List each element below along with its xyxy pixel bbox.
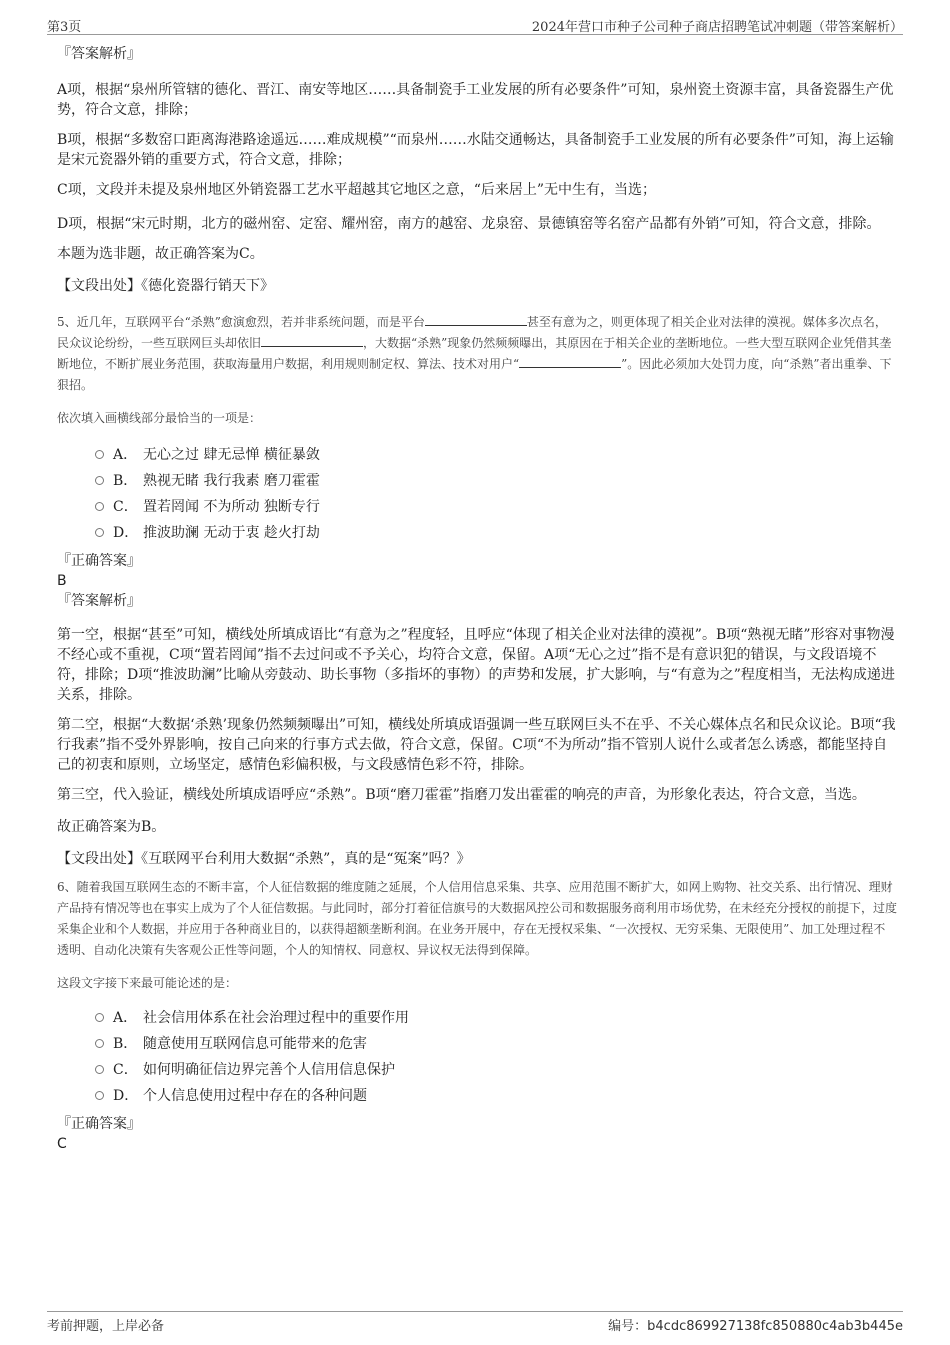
q5-stem-part4: ”。因此必须加大处罚力度，向“杀熟”者出重拳、下狠招。 <box>57 357 892 392</box>
option-letter: B． <box>113 1036 138 1052</box>
q5-answer: B <box>57 573 67 589</box>
option-letter: A． <box>113 447 138 463</box>
q5-option-a[interactable] <box>95 441 897 467</box>
option-text: 社会信用体系在社会治理过程中的重要作用 <box>143 1010 409 1026</box>
q5-answer-label: 『正确答案』 <box>57 553 141 569</box>
page-content <box>57 44 897 1154</box>
option-letter: C． <box>113 499 138 515</box>
page-header <box>47 14 903 35</box>
option-text: 熟视无睹 我行我素 磨刀霍霍 <box>143 473 320 489</box>
radio-icon[interactable] <box>95 476 104 485</box>
option-text: 置若罔闻 不为所动 独断专行 <box>143 499 320 515</box>
q5-source: 【文段出处】《互联网平台利用大数据“杀熟”，真的是“冤案”吗？》 <box>57 851 471 867</box>
page-number: 第3页 <box>47 20 82 35</box>
q5-stem-part1: 5、近几年，互联网平台“杀熟”愈演愈烈，若并非系统问题，而是平台 <box>57 315 425 329</box>
radio-icon[interactable] <box>95 1091 104 1100</box>
option-letter: C． <box>113 1062 138 1078</box>
radio-icon[interactable] <box>95 1013 104 1022</box>
radio-icon[interactable] <box>95 1039 104 1048</box>
q5-option-b[interactable] <box>95 467 897 493</box>
q5-stem-part2: 甚至有意为之，则更体现了相关企业对法律的漠视。媒体多次点名，民众议论纷纷，一些互联网巨头却依旧 <box>57 315 887 350</box>
q4-conclusion: 本题为选非题，故正确答案为C。 <box>57 246 264 262</box>
q5-options <box>95 441 897 545</box>
q6-options <box>95 1004 897 1108</box>
q5-blank-1 <box>425 314 527 326</box>
q4-analysis-c: C项，文段并未提及泉州地区外销瓷器工艺水平超越其它地区之意，“后来居上”无中生有，当选； <box>57 182 657 198</box>
option-letter: D． <box>113 525 139 541</box>
q5-option-d[interactable] <box>95 519 897 545</box>
option-text: 个人信息使用过程中存在的各种问题 <box>143 1088 367 1104</box>
option-text: 随意使用互联网信息可能带来的危害 <box>143 1036 367 1052</box>
radio-icon[interactable] <box>95 528 104 537</box>
option-letter: A． <box>113 1010 138 1026</box>
q6-question: 这段文字接下来最可能论述的是： <box>57 976 238 990</box>
q5-stem-part3: ，大数据“杀熟”现象仍然频频曝出，其原因在于相关企业的垄断地位。一些大型互联网企业凭借其垄断地位，不断扩展业务范围，获取海量用户数据，利用规则制定权、算法、技术对用户“ <box>57 336 892 371</box>
q6-option-a[interactable] <box>95 1004 897 1030</box>
option-letter: B． <box>113 473 138 489</box>
footer-code-label: 编号： <box>608 1319 648 1334</box>
footer-code-value: b4cdc869927138fc850880c4ab3b445e <box>647 1319 903 1334</box>
page-footer <box>47 1311 903 1334</box>
q5-conclusion: 故正确答案为B。 <box>57 819 166 835</box>
q4-analysis-label: 『答案解析』 <box>57 46 141 62</box>
q4-source: 【文段出处】《德化瓷器行销天下》 <box>57 278 274 294</box>
q5-analysis-3: 第三空，代入验证，横线处所填成语呼应“杀熟”。B项“磨刀霍霍”指磨刀发出霍霍的响亮的声音，为形象化表达，符合文意，当选。 <box>57 787 866 803</box>
q5-option-c[interactable] <box>95 493 897 519</box>
option-text: 推波助澜 无动于衷 趁火打劫 <box>143 525 320 541</box>
option-text: 无心之过 肆无忌惮 横征暴敛 <box>143 447 320 463</box>
q4-analysis-b: B项，根据“多数窑口距离海港路途遥远……难成规模”“而泉州……水陆交通畅达，具备制瓷手工业发展的所有必要条件”可知，海上运输是宋元瓷器外销的重要方式，符合文意，排除； <box>57 132 894 168</box>
q6-answer-label: 『正确答案』 <box>57 1116 141 1132</box>
q5-blank-2 <box>261 335 363 347</box>
q5-analysis-label: 『答案解析』 <box>57 593 141 609</box>
q5-analysis-1: 第一空，根据“甚至”可知，横线处所填成语比“有意为之”程度轻，且呼应“体现了相关企业对法律的漠视”。B项“熟视无睹”形容对事物漫不经心或不重视，C项“置若罔闻”指不去过问或不予关心，均符合文意，保留。A项“无心之过”指不是有意识犯的错误，与文段语境不符，排除；D项“推波助澜”比喻从旁鼓动、助长事物（多指坏的事物）的声势和发展，扩大影响，与“有意为之”程度相当，无法构成递进关系，排除。 <box>57 627 895 703</box>
radio-icon[interactable] <box>95 502 104 511</box>
q4-analysis-a: A项，根据“泉州所管辖的德化、晋江、南安等地区……具备制瓷手工业发展的所有必要条件”可知，泉州瓷土资源丰富，具备瓷器生产优势，符合文意，排除； <box>57 82 894 118</box>
q5-blank-3 <box>519 356 621 368</box>
q6-option-d[interactable] <box>95 1082 897 1108</box>
option-letter: D． <box>113 1088 139 1104</box>
option-text: 如何明确征信边界完善个人信用信息保护 <box>143 1062 395 1078</box>
radio-icon[interactable] <box>95 1065 104 1074</box>
footer-slogan: 考前押题，上岸必备 <box>47 1319 165 1334</box>
q4-analysis-d: D项，根据“宋元时期，北方的磁州窑、定窑、耀州窑，南方的越窑、龙泉窑、景德镇窑等名窑产品都有外销”可知，符合文意，排除。 <box>57 216 881 232</box>
q6-option-b[interactable] <box>95 1030 897 1056</box>
q5-stem <box>57 312 897 396</box>
q5-question: 依次填入画横线部分最恰当的一项是： <box>57 411 262 425</box>
radio-icon[interactable] <box>95 450 104 459</box>
document-title: 2024年营口市种子公司种子商店招聘笔试冲刺题（带答案解析） <box>531 20 903 35</box>
q6-option-c[interactable] <box>95 1056 897 1082</box>
q6-stem: 6、随着我国互联网生态的不断丰富，个人征信数据的维度随之延展，个人信用信息采集、共享、应用范围不断扩大，如网上购物、社交关系、出行情况、理财产品持有情况等也在事实上成为了个人征信数据。与此同时，部分打着征信旗号的大数据风控公司和数据服务商利用市场优势，在未经充分授权的前提下，过度采集企业和个人数据，并应用于各种商业目的，以获得超额垄断利润。在业务开展中，存在无授权采集、“一次授权、无穷采集、无限使用”、加工处理过程不透明、自动化决策有失客观公正性等问题，个人的知情权、同意权、异议权无法得到保障。 <box>57 880 898 957</box>
footer-code <box>608 1315 903 1334</box>
q5-analysis-2: 第二空，根据“大数据‘杀熟’现象仍然频频曝出”可知，横线处所填成语强调一些互联网巨头不在乎、不关心媒体点名和民众议论。B项“我行我素”指不受外界影响，按自己向来的行事方式去做，符合文意，保留。C项“不为所动”指不管别人说什么或者怎么诱惑，都能坚持自己的初衷和原则，立场坚定，感情色彩偏积极，与文段感情色彩不符，排除。 <box>57 717 896 773</box>
q6-answer: C <box>57 1136 67 1152</box>
